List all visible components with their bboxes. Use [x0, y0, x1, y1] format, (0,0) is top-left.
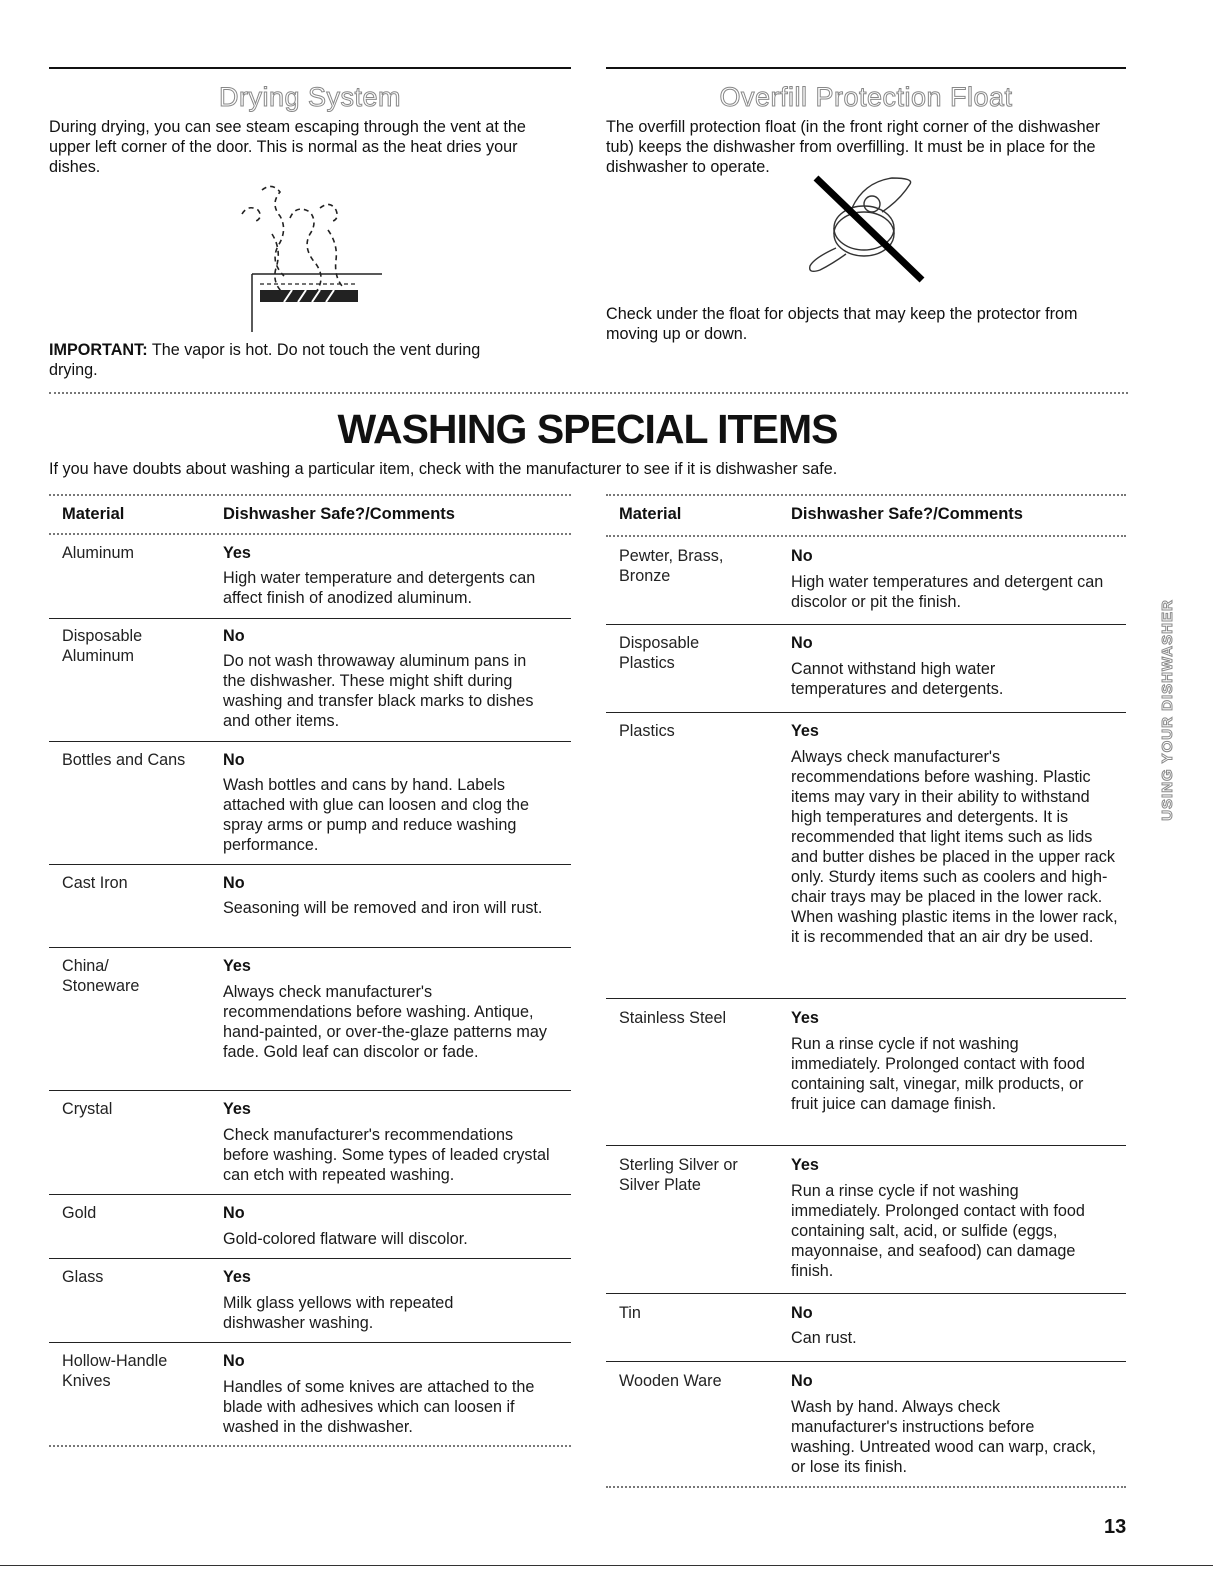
right-verdict-tin: No [791, 1304, 813, 1322]
side-tab [1152, 565, 1184, 855]
left-table-top-rule [49, 494, 571, 496]
left-comment-cast-iron: Seasoning will be removed and iron will rust. [223, 899, 543, 917]
right-row-divider [606, 998, 1126, 999]
page-number: 13 [1104, 1516, 1127, 1538]
right-material-disposable-plastics: Disposable Plastics [619, 634, 700, 672]
left-material-gold: Gold [62, 1204, 97, 1222]
right-verdict-wooden-ware: No [791, 1372, 813, 1390]
left-material-china-stoneware: China/ Stoneware [62, 957, 140, 995]
right-material-sterling-silver: Sterling Silver or Silver Plate [619, 1156, 738, 1194]
right-comment-sterling-silver: Run a rinse cycle if not washing immediately. Prolonged contact with food containing salt, acid, or sulfide (eggs, mayonnaise, and seafood) can damage finish. [791, 1182, 1085, 1280]
right-material-wooden-ware: Wooden Ware [619, 1372, 722, 1390]
left-row-divider [49, 1342, 571, 1343]
overfill-check: Check under the float for objects that may keep the protector from moving up or down. [606, 305, 1078, 343]
left-material-hollow-handle-knives: Hollow-Handle Knives [62, 1352, 168, 1390]
right-material-pewter: Pewter, Brass, Bronze [619, 547, 724, 585]
right-verdict-sterling-silver: Yes [791, 1156, 819, 1174]
right-comment-wooden-ware: Wash by hand. Always check manufacturer's instructions before washing. Untreated wood can warp, crack, or lose its finish. [791, 1398, 1097, 1476]
side-tab-label: USING YOUR DISHWASHER [1158, 599, 1176, 821]
left-comment-crystal: Check manufacturer's recommendations before washing. Some types of leaded crystal can etch with repeated washing. [223, 1126, 550, 1184]
important-text: The vapor is hot. Do not touch the vent during drying. [49, 341, 481, 379]
right-comment-plastics: Always check manufacturer's recommendations before washing. Plastic items may vary in their ability to withstand high temperatures and detergents. It is recommended that light items such as lids and butter dishes be placed in the upper rack only. Sturdy items such as coolers and high-chair trays may be placed in the lower rack. When washing plastic items in the lower rack, it is recommended that an air dry be used. [791, 748, 1118, 946]
right-comment-disposable-plastics: Cannot withstand high water temperatures and detergents. [791, 660, 1004, 698]
right-verdict-plastics: Yes [791, 722, 819, 740]
right-material-plastics: Plastics [619, 722, 675, 740]
right-comment-stainless-steel: Run a rinse cycle if not washing immediately. Prolonged contact with food containing salt, vinegar, milk products, or fruit juice can damage finish. [791, 1035, 1085, 1113]
bottom-rule [0, 1565, 1213, 1566]
right-header-material: Material [619, 505, 682, 523]
right-header-comments: Dishwasher Safe?/Comments [791, 505, 1023, 523]
left-header-material: Material [62, 505, 125, 523]
drying-title: Drying System [218, 82, 402, 112]
left-comment-gold: Gold-colored flatware will discolor. [223, 1230, 468, 1248]
left-verdict-hollow-handle-knives: No [223, 1352, 245, 1370]
left-comment-hollow-handle-knives: Handles of some knives are attached to the blade with adhesives which can loosen if washed in the dishwasher. [223, 1378, 535, 1436]
overfill-body: The overfill protection float (in the front right corner of the dishwasher tub) keeps the dishwasher from overfilling. It must be in place for the dishwasher to operate. [606, 118, 1100, 176]
washing-title: WASHING SPECIAL ITEMS [337, 406, 838, 452]
right-row-divider [606, 1361, 1126, 1362]
left-material-cast-iron: Cast Iron [62, 874, 128, 892]
right-material-tin: Tin [619, 1304, 641, 1322]
left-row-divider [49, 947, 571, 948]
washing-intro: If you have doubts about washing a particular item, check with the manufacturer to see if it is dishwasher safe. [49, 460, 838, 478]
left-comment-aluminum: High water temperature and detergents can affect finish of anodized aluminum. [223, 569, 536, 607]
right-comment-tin: Can rust. [791, 1329, 857, 1347]
left-row-divider [49, 1194, 571, 1195]
left-verdict-china-stoneware: Yes [223, 957, 251, 975]
right-material-stainless-steel: Stainless Steel [619, 1009, 727, 1027]
left-verdict-disposable-aluminum: No [223, 627, 245, 645]
left-comment-glass: Milk glass yellows with repeated dishwasher washing. [223, 1294, 454, 1332]
left-verdict-aluminum: Yes [223, 544, 251, 562]
left-row-divider [49, 618, 571, 619]
left-verdict-glass: Yes [223, 1268, 251, 1286]
right-comment-pewter: High water temperatures and detergent can discolor or pit the finish. [791, 573, 1104, 611]
left-row-divider [49, 1258, 571, 1259]
section-divider [49, 392, 1128, 394]
important-note [49, 340, 499, 380]
right-row-divider [606, 1293, 1126, 1294]
overfill-top-rule [606, 67, 1126, 69]
left-material-crystal: Crystal [62, 1100, 113, 1118]
left-comment-china-stoneware: Always check manufacturer's recommendations before washing. Antique, hand-painted, or over-the-glaze patterns may fade. Gold leaf can discolor or fade. [223, 983, 547, 1061]
left-verdict-crystal: Yes [223, 1100, 251, 1118]
right-verdict-disposable-plastics: No [791, 634, 813, 652]
right-table-top-rule [606, 494, 1126, 496]
right-table-bottom-rule [606, 1486, 1126, 1488]
left-material-disposable-aluminum: Disposable Aluminum [62, 627, 143, 665]
left-row-divider [49, 1090, 571, 1091]
important-label: IMPORTANT: [49, 341, 148, 359]
left-table-bottom-rule [49, 1445, 571, 1447]
left-comment-bottles-cans: Wash bottles and cans by hand. Labels attached with glue can loosen and clog the spray arms or pump and reduce washing performance. [223, 776, 529, 854]
drying-body: During drying, you can see steam escaping through the vent at the upper left corner of the door. This is normal as the heat dries your dishes. [49, 118, 526, 176]
left-verdict-cast-iron: No [223, 874, 245, 892]
right-row-divider [606, 624, 1126, 625]
left-comment-disposable-aluminum: Do not wash throwaway aluminum pans in the dishwasher. These might shift during washing and transfer black marks to dishes and other items. [223, 652, 534, 730]
right-verdict-pewter: No [791, 547, 813, 565]
left-verdict-gold: No [223, 1204, 245, 1222]
steam-vent-illustration [232, 178, 392, 338]
overfill-title: Overfill Protection Float [719, 82, 1013, 112]
left-header-comments: Dishwasher Safe?/Comments [223, 505, 455, 523]
left-header-rule [49, 533, 571, 535]
left-material-glass: Glass [62, 1268, 104, 1286]
right-row-divider [606, 1145, 1126, 1146]
left-verdict-bottles-cans: No [223, 751, 245, 769]
left-row-divider [49, 741, 571, 742]
right-verdict-stainless-steel: Yes [791, 1009, 819, 1027]
left-material-aluminum: Aluminum [62, 544, 134, 562]
overfill-float-illustration [806, 170, 932, 284]
right-row-divider [606, 712, 1126, 713]
drying-top-rule [49, 67, 571, 69]
right-header-rule [606, 535, 1126, 537]
left-material-bottles-cans: Bottles and Cans [62, 751, 186, 769]
left-row-divider [49, 864, 571, 865]
